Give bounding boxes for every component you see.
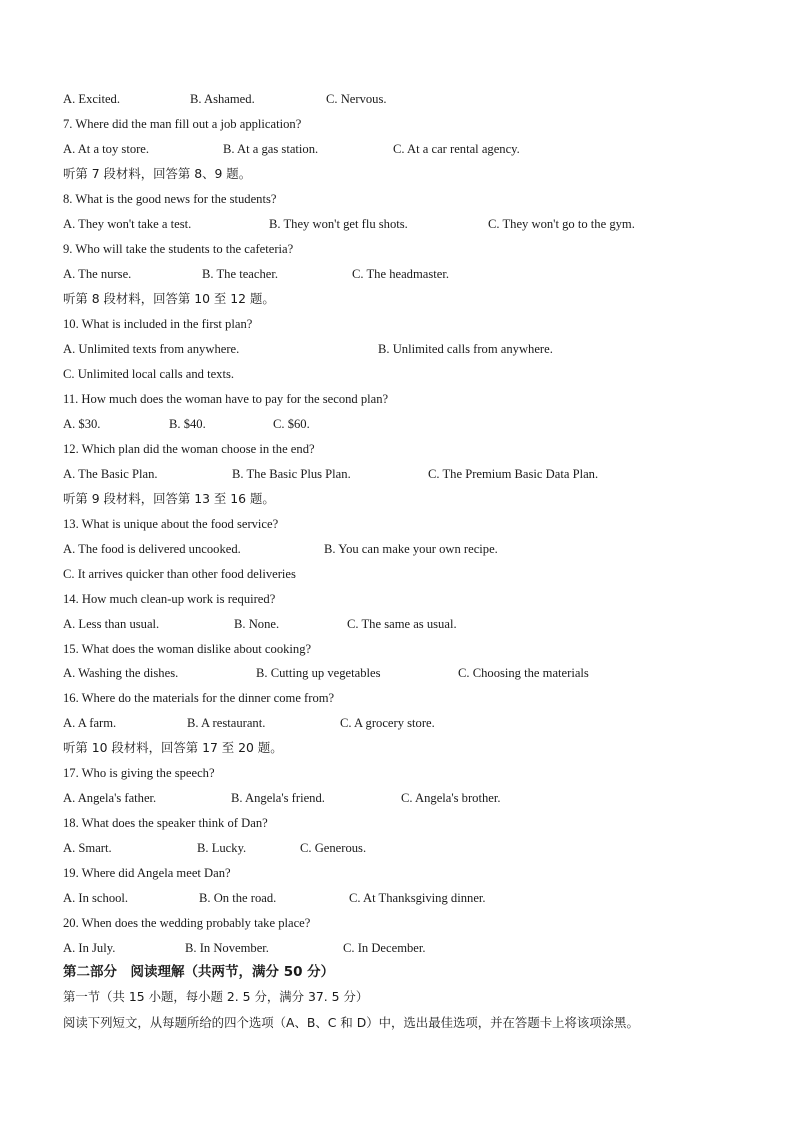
segment-10-heading: 听第 10 段材料，回答第 17 至 20 题。 (63, 740, 283, 755)
segment-8-heading: 听第 8 段材料，回答第 10 至 12 题。 (63, 291, 275, 306)
q12-question: 12. Which plan did the woman choose in the end? (63, 442, 315, 456)
q17-question: 17. Who is giving the speech? (63, 766, 215, 780)
q16-option-b: B. A restaurant. (187, 716, 266, 730)
q10-option-c: C. Unlimited local calls and texts. (63, 367, 235, 381)
segment-7-heading: 听第 7 段材料，回答第 8、9 题。 (63, 166, 252, 181)
reading-instructions: 阅读下列短文，从每题所给的四个选项（A、B、C 和 D）中，选出最佳选项，并在答题卡上将该项涂黑。 (63, 1015, 639, 1030)
q18-option-a: A. Smart. (63, 841, 112, 855)
q18-option-b: B. Lucky. (197, 841, 247, 855)
q6-option-b: B. Ashamed. (190, 92, 255, 106)
q9-option-b: B. The teacher. (202, 267, 278, 281)
q16-option-c: C. A grocery store. (340, 716, 435, 730)
q10-question: 10. What is included in the first plan? (63, 317, 253, 331)
q14-option-c: C. The same as usual. (347, 617, 457, 631)
q8-option-b: B. They won't get flu shots. (269, 217, 408, 231)
q10-option-b: B. Unlimited calls from anywhere. (378, 342, 553, 356)
q20-option-b: B. In November. (185, 941, 269, 955)
q19-question: 19. Where did Angela meet Dan? (63, 866, 231, 880)
q20-option-a: A. In July. (63, 941, 116, 955)
q19-option-c: C. At Thanksgiving dinner. (349, 891, 486, 905)
q12-option-a: A. The Basic Plan. (63, 467, 158, 481)
q9-option-c: C. The headmaster. (352, 267, 449, 281)
q15-question: 15. What does the woman dislike about cooking? (63, 642, 312, 656)
q9-question: 9. Who will take the students to the cafeteria? (63, 242, 294, 256)
q15-option-b: B. Cutting up vegetables (256, 666, 381, 680)
q15-option-a: A. Washing the dishes. (63, 666, 179, 680)
q20-option-c: C. In December. (343, 941, 426, 955)
q14-question: 14. How much clean-up work is required? (63, 592, 276, 606)
q12-option-c: C. The Premium Basic Data Plan. (428, 467, 599, 481)
q6-option-a: A. Excited. (63, 92, 121, 106)
q13-question: 13. What is unique about the food service? (63, 517, 279, 531)
q19-option-a: A. In school. (63, 891, 129, 905)
q18-question: 18. What does the speaker think of Dan? (63, 816, 268, 830)
q14-option-a: A. Less than usual. (63, 617, 160, 631)
segment-9-heading: 听第 9 段材料，回答第 13 至 16 题。 (63, 491, 275, 506)
q7-option-a: A. At a toy store. (63, 142, 150, 156)
q17-option-c: C. Angela's brother. (401, 791, 501, 805)
q13-option-c: C. It arrives quicker than other food deliveries (63, 567, 296, 581)
q16-option-a: A. A farm. (63, 716, 117, 730)
q16-question: 16. Where do the materials for the dinner come from? (63, 691, 335, 705)
part-2-title: 第二部分 阅读理解（共两节，满分 50 分） (63, 964, 335, 980)
q6-option-c: C. Nervous. (326, 92, 387, 106)
q19-option-b: B. On the road. (199, 891, 277, 905)
q7-option-c: C. At a car rental agency. (393, 142, 520, 156)
q7-option-b: B. At a gas station. (223, 142, 319, 156)
q7-question: 7. Where did the man fill out a job application? (63, 117, 302, 131)
q11-option-c: C. $60. (273, 417, 310, 431)
q10-option-a: A. Unlimited texts from anywhere. (63, 342, 240, 356)
q17-option-b: B. Angela's friend. (231, 791, 325, 805)
q8-question: 8. What is the good news for the students? (63, 192, 277, 206)
q8-option-a: A. They won't take a test. (63, 217, 192, 231)
q8-option-c: C. They won't go to the gym. (488, 217, 635, 231)
q20-question: 20. When does the wedding probably take place? (63, 916, 311, 930)
q11-question: 11. How much does the woman have to pay for the second plan? (63, 392, 389, 406)
q14-option-b: B. None. (234, 617, 280, 631)
q15-option-c: C. Choosing the materials (458, 666, 589, 680)
q11-option-b: B. $40. (169, 417, 206, 431)
q11-option-a: A. $30. (63, 417, 101, 431)
q18-option-c: C. Generous. (300, 841, 367, 855)
q13-option-b: B. You can make your own recipe. (324, 542, 498, 556)
q9-option-a: A. The nurse. (63, 267, 132, 281)
section-1-title: 第一节（共 15 小题，每小题 2. 5 分，满分 37. 5 分） (63, 989, 369, 1004)
q17-option-a: A. Angela's father. (63, 791, 157, 805)
q12-option-b: B. The Basic Plus Plan. (232, 467, 351, 481)
q13-option-a: A. The food is delivered uncooked. (63, 542, 241, 556)
